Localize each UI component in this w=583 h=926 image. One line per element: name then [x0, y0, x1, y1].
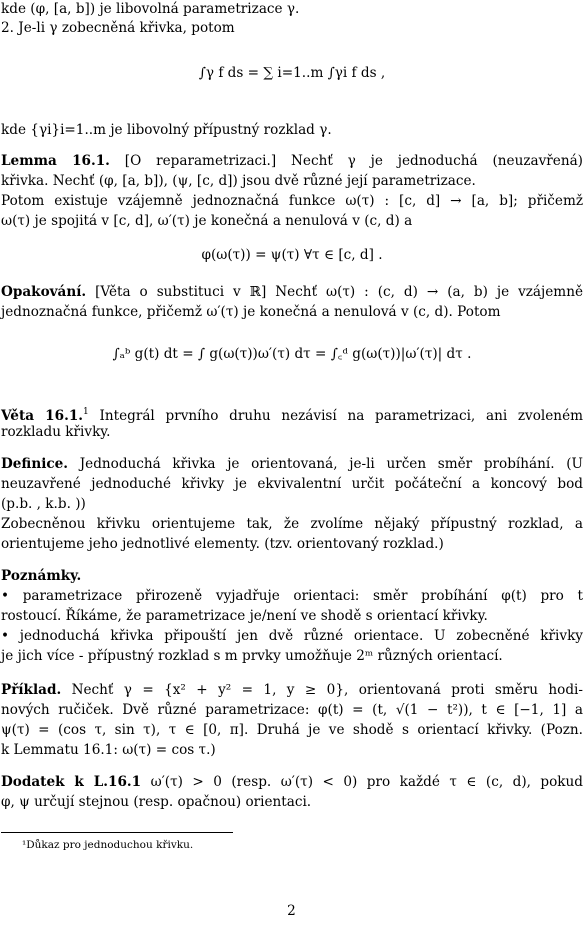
text-line: jednoznačná funkce, přičemž ω′(τ) je konečná a nenulová v (c, d). Potom: [1, 304, 501, 320]
footnote-rule: [1, 832, 233, 833]
opakovani-text: [Věta o substituci v ℝ] Nechť ω(τ) : (c, d) → (a, b) je vzájemně: [95, 284, 583, 300]
equation-substitution: ∫ₐᵇ g(t) dt = ∫ g(ω(τ))ω′(τ) dτ = ∫꜀ᵈ g(ω(τ))|ω′(τ)| dτ .: [112, 346, 472, 362]
opakovani-heading: Opakování.: [1, 284, 87, 300]
text-line: Zobecněnou křivku orientujeme tak, že zvolíme nějaký přípustný rozklad, a: [1, 516, 583, 532]
text-line: nových ručiček. Dvě různé parametrizace: φ(t) = (t, √(1 − t²)), t ∈ [−1, 1] a: [1, 702, 583, 718]
lemma-heading: Lemma 16.1.: [1, 153, 110, 169]
definice-line-1: [1, 455, 583, 474]
text-line: Potom existuje vzájemně jednoznačná funkce ω(τ) : [c, d] → [a, b]; přičemž: [1, 193, 583, 209]
page-number: 2: [287, 903, 296, 919]
veta-heading: Věta 16.1.: [1, 408, 84, 424]
text-line: je jich více - přípustný rozklad s m prvky umožňuje 2ᵐ různých orientací.: [1, 648, 503, 664]
text-line: φ, ψ určují stejnou (resp. opačnou) orientaci.: [1, 794, 312, 810]
footnote: ¹Důkaz pro jednoduchou křivku.: [22, 839, 194, 851]
priklad-text: Nechť γ = {x² + y² = 1, y ≥ 0}, orientovaná proti směru hodi-: [71, 682, 583, 698]
priklad-line-1: [1, 681, 583, 700]
poznamky-heading: Poznámky.: [1, 568, 82, 584]
text-line: 2. Je-li γ zobecněná křivka, potom: [1, 20, 235, 36]
lemma-text: [O reparametrizaci.] Nechť γ je jednoduchá (neuzavřená): [124, 153, 583, 169]
equation-sum-integral: ∫γ f ds = ∑ i=1..m ∫γi f ds ,: [198, 65, 386, 81]
dodatek-line-1: [1, 773, 583, 792]
text-line: k Lemmatu 16.1: ω(τ) = cos τ.): [1, 742, 216, 758]
dodatek-text: ω′(τ) > 0 (resp. ω′(τ) < 0) pro každé τ ∈ (c, d), pokud: [150, 774, 583, 790]
text-line: kde (φ, [a, b]) je libovolná parametrizace γ.: [1, 1, 300, 17]
text-line: neuzavřené jednoduché křivky je ekvivalentní určit počáteční a koncový bod: [1, 476, 583, 492]
lemma-line-1: [1, 152, 583, 171]
definice-heading: Definice.: [1, 456, 69, 472]
text-line: • parametrizace přirozeně vyjadřuje orientaci: směr probíhání φ(t) pro t: [1, 588, 583, 604]
text-line: rostoucí. Říkáme, že parametrizace je/není ve shodě s orientací křivky.: [1, 608, 488, 624]
text-line: ω(τ) je spojitá v [c, d], ω′(τ) je konečná a nenulová v (c, d) a: [1, 213, 413, 229]
text-line: křivka. Nechť (φ, [a, b]), (ψ, [c, d]) jsou dvě různé její parametrizace.: [1, 173, 476, 189]
text-line: kde {γi}i=1..m je libovolný přípustný rozklad γ.: [1, 122, 332, 138]
equation-reparametrization: φ(ω(τ)) = ψ(τ) ∀τ ∈ [c, d] .: [201, 247, 383, 263]
text-line: ψ(τ) = (cos τ, sin τ), τ ∈ [0, π]. Druhá je ve shodě s orientací křivky. (Pozn.: [1, 722, 583, 738]
priklad-heading: Příklad.: [1, 682, 62, 698]
footnote-marker: 1: [83, 407, 89, 417]
text-line: (p.b. , k.b. )): [1, 496, 86, 512]
definice-text: Jednoduchá křivka je orientovaná, je-li určen směr probíhání. (U: [79, 456, 583, 472]
text-line: • jednoduchá křivka připouští jen dvě různé orientace. U zobecněné křivky: [1, 628, 583, 644]
opakovani-line-1: [1, 283, 583, 302]
veta-text: Integrál prvního druhu nezávisí na parametrizaci, ani zvoleném: [99, 408, 583, 424]
dodatek-heading: Dodatek k L.16.1: [1, 774, 142, 790]
text-line: orientujeme jeho jednotlivé elementy. (tzv. orientovaný rozklad.): [1, 536, 444, 552]
text-line: rozkladu křivky.: [1, 424, 111, 440]
